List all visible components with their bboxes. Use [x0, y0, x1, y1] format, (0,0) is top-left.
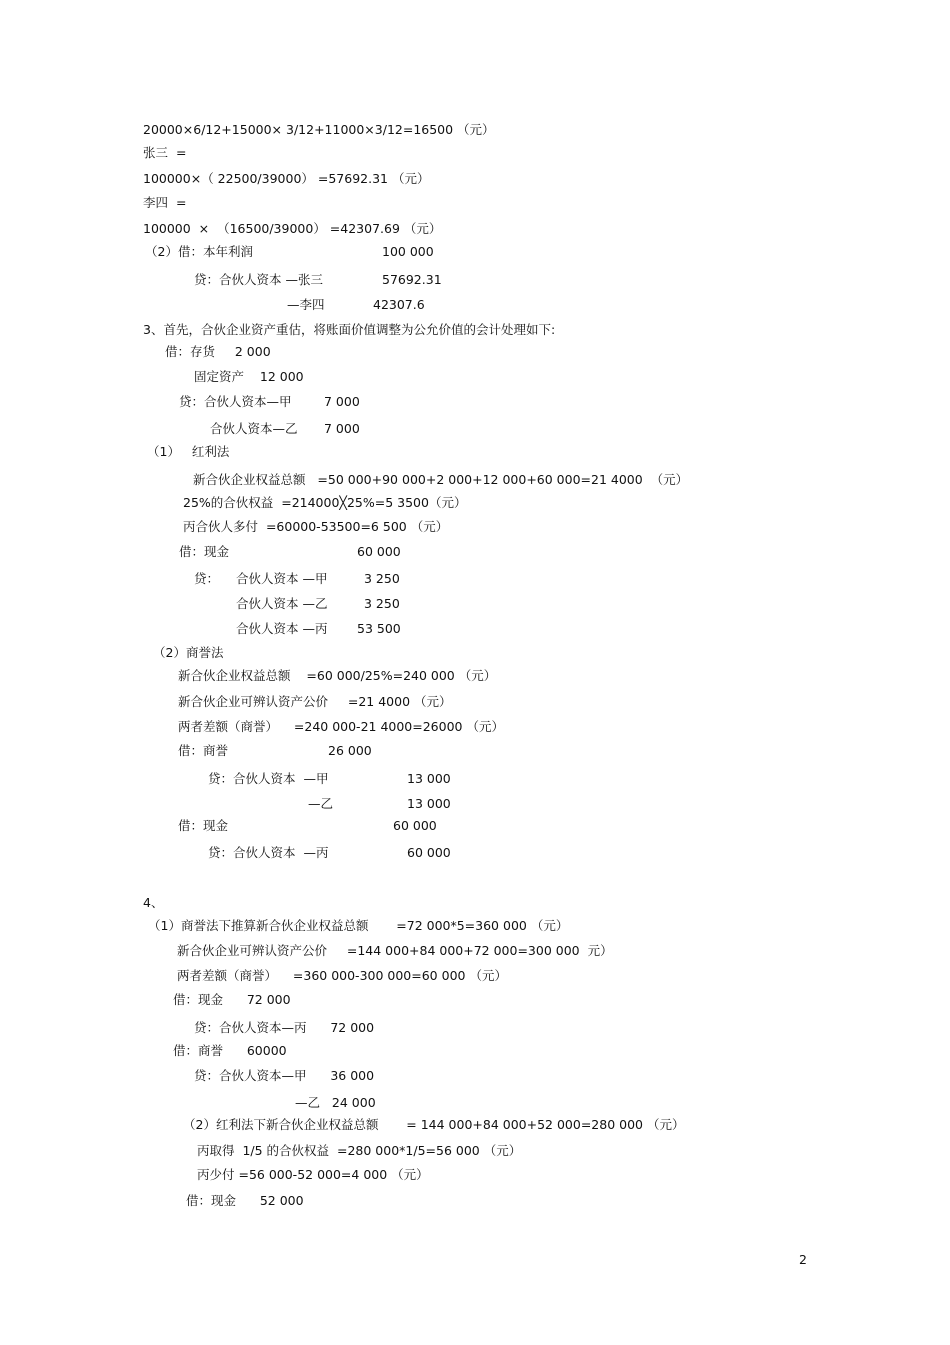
text-line: 贷：合伙人资本—甲 36 000: [194, 1068, 375, 1083]
text-line: （2）借：本年利润: [145, 244, 253, 259]
text-line: 借：现金 72 000: [173, 992, 291, 1007]
text-line: 新合伙企业可辨认资产公价 =144 000+84 000+72 000=300 000 元）: [177, 943, 613, 958]
amount: 57692.31: [382, 272, 442, 287]
section-heading: 3、首先，合伙企业资产重估，将账面价值调整为公允价值的会计处理如下:: [143, 322, 556, 337]
text-line: 借：商誉: [178, 743, 229, 758]
text-line: 借：现金 52 000: [186, 1193, 304, 1208]
text-line: 借：存货 2 000: [165, 344, 271, 359]
subsection-heading: （1） 红利法: [147, 444, 230, 459]
text-line: 贷：合伙人资本 —张三: [194, 272, 323, 287]
text-line: 合伙人资本 —丙: [236, 621, 328, 636]
amount: 7 000: [324, 394, 360, 409]
text-line: 合伙人资本 —甲: [236, 571, 328, 586]
text-line: 两者差额（商誉） =240 000-21 4000=26000 （元）: [178, 719, 504, 734]
amount: 26 000: [328, 743, 372, 758]
amount: 42307.6: [373, 297, 425, 312]
text-line: 贷：合伙人资本—甲: [179, 394, 292, 409]
text-line: 合伙人资本—乙: [210, 421, 298, 436]
text-line: 合伙人资本 —乙: [236, 596, 328, 611]
text-line: 张三 =: [143, 145, 187, 160]
amount: 7 000: [324, 421, 360, 436]
amount: 60 000: [407, 845, 451, 860]
text-line: （2）红利法下新合伙企业权益总额 = 144 000+84 000+52 000=280 000 （元）: [183, 1117, 685, 1132]
amount: 3 250: [364, 596, 400, 611]
text-line: 借：现金: [178, 818, 229, 833]
text-line: 李四 =: [143, 195, 187, 210]
text-line: —乙: [308, 796, 334, 811]
text-line: 丙取得 1/5 的合伙权益 =280 000*1/5=56 000 （元）: [197, 1143, 522, 1158]
text-line: 20000×6/12+15000× 3/12+11000×3/12=16500 （元）: [143, 122, 495, 137]
text-line: 新合伙企业权益总额 =50 000+90 000+2 000+12 000+60 000=21 4000 （元）: [193, 472, 689, 487]
amount: 53 500: [357, 621, 401, 636]
text-line: 25%的合伙权益 =214000╳25%=5 3500（元）: [183, 495, 467, 510]
text-line: （1）商誉法下推算新合伙企业权益总额 =72 000*5=360 000 （元）: [148, 918, 569, 933]
amount: 60 000: [393, 818, 437, 833]
text-line: 借：商誉 60000: [173, 1043, 287, 1058]
amount: 13 000: [407, 796, 451, 811]
text-line: —李四: [287, 297, 325, 312]
text-line: 丙少付 =56 000-52 000=4 000 （元）: [197, 1167, 429, 1182]
amount: 100 000: [382, 244, 434, 259]
text-line: 100000 × （16500/39000） =42307.69 （元）: [143, 221, 442, 236]
text-line: 借：现金: [179, 544, 230, 559]
text-line: 贷：合伙人资本 —甲: [208, 771, 329, 786]
text-line: 贷：: [194, 571, 220, 586]
text-line: —乙 24 000: [295, 1095, 376, 1110]
text-line: 贷：合伙人资本—丙 72 000: [194, 1020, 375, 1035]
section-heading: 4、: [143, 895, 164, 910]
text-line: 两者差额（商誉） =360 000-300 000=60 000 （元）: [177, 968, 507, 983]
amount: 13 000: [407, 771, 451, 786]
page-number: 2: [799, 1252, 807, 1267]
subsection-heading: （2）商誉法: [153, 645, 224, 660]
text-line: 100000×（ 22500/39000） =57692.31 （元）: [143, 171, 430, 186]
amount: 60 000: [357, 544, 401, 559]
text-line: 新合伙企业权益总额 =60 000/25%=240 000 （元）: [178, 668, 497, 683]
text-line: 贷：合伙人资本 —丙: [208, 845, 329, 860]
text-line: 丙合伙人多付 =60000-53500=6 500 （元）: [183, 519, 449, 534]
amount: 3 250: [364, 571, 400, 586]
text-line: 固定资产 12 000: [194, 369, 304, 384]
text-line: 新合伙企业可辨认资产公价 =21 4000 （元）: [178, 694, 452, 709]
